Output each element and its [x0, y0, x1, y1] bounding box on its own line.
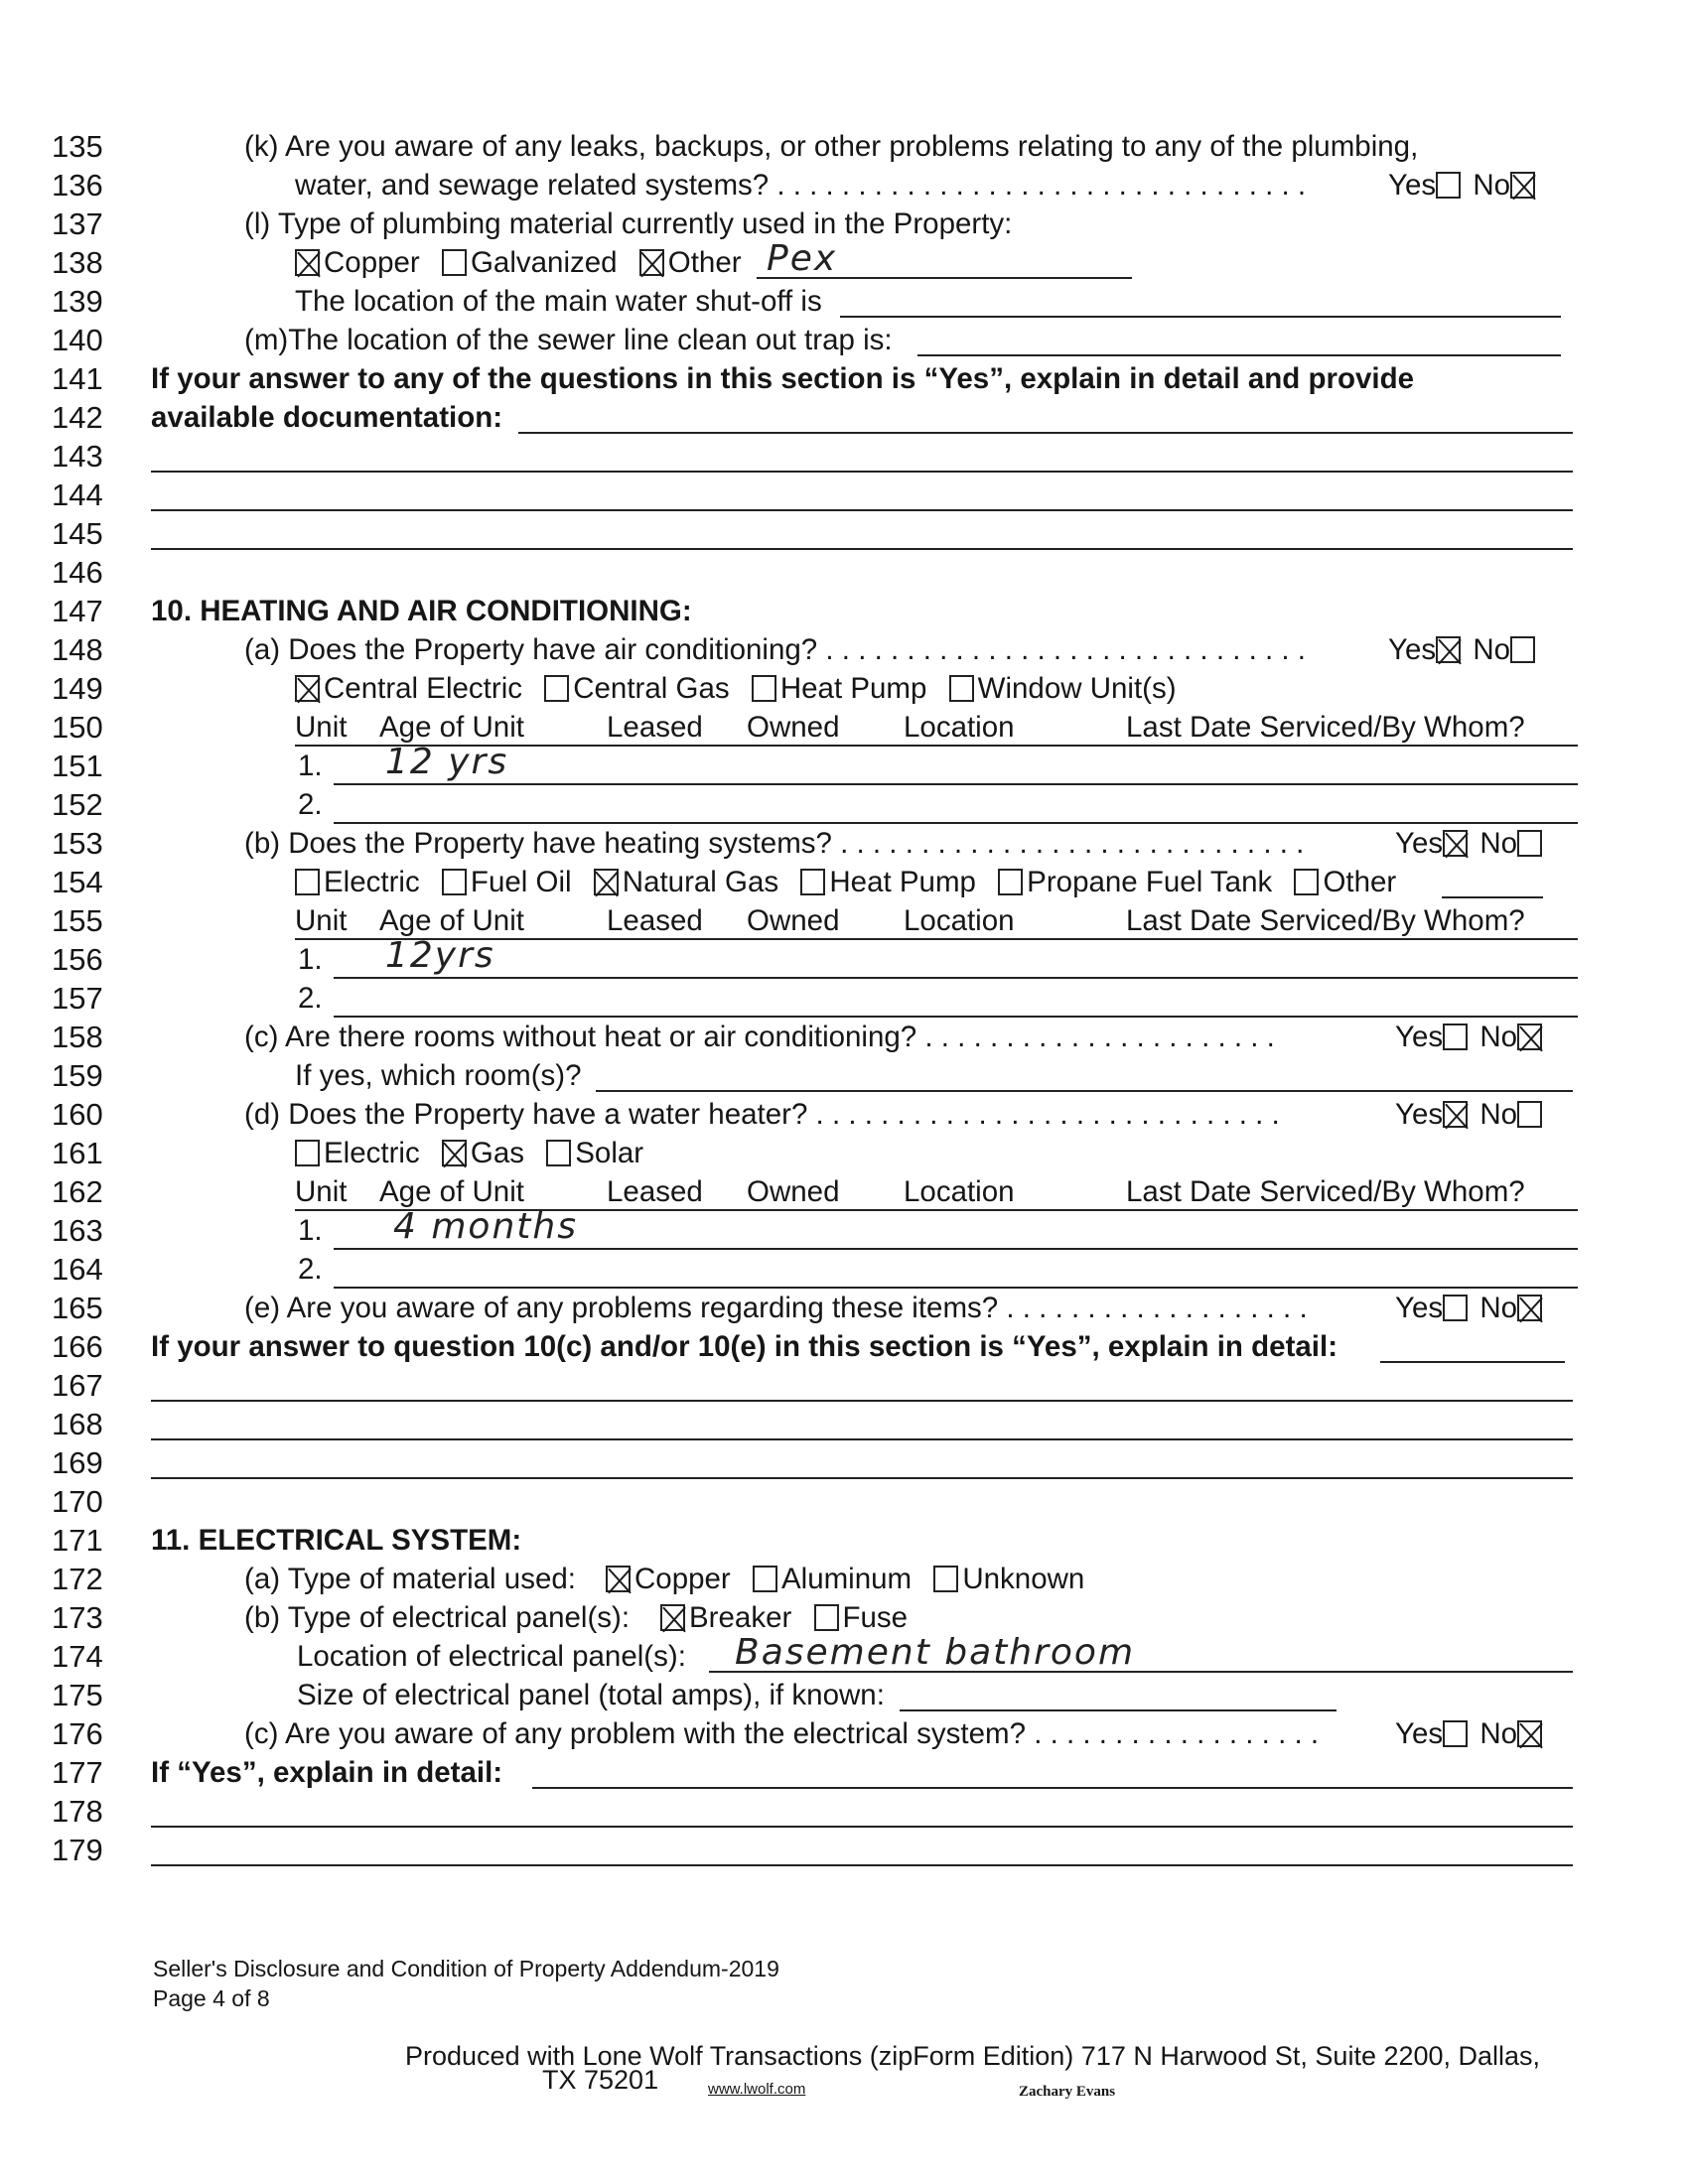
question-l: (l) Type of plumbing material currently used in the Property:: [244, 207, 1013, 240]
line-number: 149: [52, 671, 103, 706]
form-line: [0, 592, 1688, 630]
copper-label: Copper: [324, 246, 420, 279]
line-number: 153: [52, 826, 103, 861]
form-line: [0, 1289, 1688, 1327]
column-header-serviced: Last Date Serviced/By Whom?: [1126, 904, 1525, 937]
copper-checkbox[interactable]: [295, 249, 320, 276]
yes-no-group: [1388, 630, 1539, 669]
agent-name: Zachary Evans: [1019, 2084, 1116, 2100]
other-checkbox[interactable]: [1294, 869, 1319, 895]
form-line: [0, 630, 1688, 669]
form-line: [0, 979, 1688, 1018]
form-line: [0, 514, 1688, 553]
line-number: 157: [52, 981, 103, 1016]
no-checkbox[interactable]: [1517, 1720, 1542, 1747]
form-line: [0, 1792, 1688, 1831]
line-number: 136: [52, 168, 103, 203]
option-label: Breaker: [689, 1601, 792, 1634]
form-line: [0, 1831, 1688, 1869]
age-handwritten: 12 yrs: [385, 742, 509, 782]
column-header-location: Location: [904, 904, 1015, 937]
breaker-checkbox[interactable]: [660, 1604, 685, 1631]
line-number: 161: [52, 1136, 103, 1170]
option-label: Electric: [324, 866, 420, 898]
natural-gas-checkbox[interactable]: [594, 869, 619, 895]
no-checkbox[interactable]: [1510, 172, 1535, 199]
panel-size-label: Size of electrical panel (total amps), if known:: [297, 1679, 885, 1711]
form-line: [0, 1521, 1688, 1560]
row-number: 1.: [298, 750, 323, 782]
option-label: Aluminum: [780, 1563, 913, 1595]
no-label: No: [1479, 1098, 1518, 1131]
question-b-panel: (b) Type of electrical panel(s):: [244, 1601, 631, 1634]
line-number: 147: [52, 594, 103, 628]
line-number: 137: [52, 206, 103, 241]
column-header-location: Location: [904, 711, 1015, 744]
no-checkbox[interactable]: [1517, 1024, 1542, 1050]
yes-checkbox[interactable]: [1436, 636, 1461, 663]
line-number: 159: [52, 1058, 103, 1093]
aluminum-checkbox[interactable]: [753, 1566, 777, 1592]
option-label: Unknown: [962, 1563, 1085, 1595]
line-number: 172: [52, 1562, 103, 1596]
form-line: [0, 1250, 1688, 1289]
yes-no-group: [1395, 1289, 1546, 1327]
line-number: 176: [52, 1716, 103, 1751]
line-number: 151: [52, 749, 103, 783]
column-header-unit: Unit: [295, 904, 348, 937]
other-checkbox[interactable]: [639, 249, 664, 276]
explain-instruction: If your answer to question 10(c) and/or 10(e) in this section is “Yes”, explain in detail:: [151, 1330, 1338, 1363]
line-number: 156: [52, 942, 103, 977]
yes-label: Yes: [1388, 633, 1437, 666]
form-line: [0, 742, 1688, 785]
line-number: 144: [52, 478, 103, 512]
form-line: [0, 1366, 1688, 1405]
column-header-leased: Leased: [607, 1175, 703, 1208]
yes-label: Yes: [1395, 1292, 1444, 1324]
no-label: No: [1479, 1021, 1518, 1053]
option-label: Central Gas: [573, 672, 730, 705]
unknown-checkbox[interactable]: [933, 1566, 958, 1592]
form-title: Seller's Disclosure and Condition of Property Addendum-2019: [153, 1956, 779, 1981]
form-line: [0, 1632, 1688, 1676]
line-number: 169: [52, 1445, 103, 1480]
other-label: Other: [667, 246, 742, 279]
explain-field[interactable]: [151, 1477, 1573, 1479]
line-number: 152: [52, 787, 103, 822]
window-units-checkbox[interactable]: [949, 675, 974, 702]
heat-pump-checkbox[interactable]: [800, 869, 825, 895]
panel-location-handwritten: Basement bathroom: [735, 1632, 1136, 1673]
form-line: [0, 166, 1688, 205]
line-number: 166: [52, 1329, 103, 1364]
explain-field[interactable]: [151, 1826, 1573, 1828]
form-line: [0, 1206, 1688, 1250]
question-a-ac: (a) Does the Property have air conditioning? . . . . . . . . . . . . . . . . . . . . . . . . . . . . . .: [244, 633, 1306, 666]
fuel-oil-checkbox[interactable]: [442, 869, 467, 895]
yes-no-group: [1395, 1714, 1546, 1753]
age-handwritten: 12yrs: [385, 935, 495, 976]
question-m: (m)The location of the sewer line clean out trap is:: [244, 324, 893, 356]
form-line: [0, 238, 1688, 282]
line-number: 155: [52, 903, 103, 938]
form-line: [0, 1714, 1688, 1753]
galvanized-checkbox[interactable]: [442, 249, 467, 276]
form-line: [0, 282, 1688, 321]
line-number: 148: [52, 632, 103, 667]
no-label: No: [1479, 1717, 1518, 1750]
question-d-water-heater: (d) Does the Property have a water heater? . . . . . . . . . . . . . . . . . . . . . . . . . . . . .: [244, 1098, 1280, 1131]
column-header-age: Age of Unit: [379, 711, 524, 744]
line-number: 164: [52, 1252, 103, 1287]
line-number: 168: [52, 1407, 103, 1441]
no-label: No: [1479, 827, 1518, 860]
line-number: 174: [52, 1639, 103, 1674]
yes-no-group: [1388, 166, 1539, 205]
form-line: [0, 1018, 1688, 1056]
explain-field[interactable]: [151, 509, 1573, 511]
form-line: [0, 1753, 1688, 1792]
row-number: 1.: [298, 1214, 323, 1247]
no-label: No: [1473, 169, 1511, 202]
column-header-unit: Unit: [295, 711, 348, 744]
question-c-electrical: (c) Are you aware of any problem with the electrical system? . . . . . . . . . . . . . . . . . .: [244, 1717, 1320, 1750]
form-line: [0, 785, 1688, 824]
plumbing-options: [295, 243, 742, 282]
water-heater-options: [295, 1134, 643, 1172]
form-line: [0, 1172, 1688, 1211]
line-number: 158: [52, 1020, 103, 1054]
section-heading-heating: 10. HEATING AND AIR CONDITIONING:: [151, 595, 692, 627]
row-number: 2.: [298, 1253, 323, 1286]
yes-no-group: [1395, 1095, 1546, 1134]
line-number: 140: [52, 323, 103, 357]
form-line: [0, 1327, 1688, 1366]
option-label: Window Unit(s): [977, 672, 1177, 705]
explain-instruction: If “Yes”, explain in detail:: [151, 1756, 503, 1789]
electric-checkbox[interactable]: [295, 869, 320, 895]
form-line: [0, 1095, 1688, 1134]
line-number: 160: [52, 1097, 103, 1132]
form-line: [0, 553, 1688, 592]
yes-label: Yes: [1395, 827, 1444, 860]
fuse-checkbox[interactable]: [814, 1604, 839, 1631]
material-options: [606, 1560, 1084, 1598]
form-line: [0, 824, 1688, 863]
yes-no-group: [1395, 824, 1546, 863]
propane-checkbox[interactable]: [998, 869, 1023, 895]
form-line: [0, 1405, 1688, 1443]
column-header-owned: Owned: [747, 711, 840, 744]
line-number: 135: [52, 129, 103, 164]
heat-pump-checkbox[interactable]: [752, 675, 776, 702]
ac-type-options: [295, 669, 1177, 708]
line-number: 170: [52, 1484, 103, 1519]
column-header-owned: Owned: [747, 1175, 840, 1208]
copper-checkbox[interactable]: [606, 1566, 631, 1592]
question-a-material: (a) Type of material used:: [244, 1563, 576, 1595]
form-line: [0, 669, 1688, 708]
column-header-leased: Leased: [607, 904, 703, 937]
form-line: [0, 1482, 1688, 1521]
sewer-cleanout-field[interactable]: [917, 354, 1561, 356]
panel-location-field[interactable]: [709, 1671, 1573, 1673]
producer-line: Produced with Lone Wolf Transactions (zipForm Edition) 717 N Harwood St, Suite 2200, Dallas,: [405, 2041, 1541, 2071]
section-heading-electrical: 11. ELECTRICAL SYSTEM:: [151, 1524, 522, 1557]
electric-checkbox[interactable]: [295, 1140, 320, 1166]
yes-label: Yes: [1395, 1021, 1444, 1053]
galvanized-label: Galvanized: [470, 246, 618, 279]
explain-field[interactable]: [151, 1438, 1573, 1440]
panel-location-label: Location of electrical panel(s):: [297, 1640, 686, 1673]
line-number: 143: [52, 439, 103, 474]
row-number: 1.: [298, 943, 323, 976]
main-water-shutoff-label: The location of the main water shut-off is: [295, 285, 822, 318]
yes-checkbox[interactable]: [1443, 1101, 1468, 1128]
question-k: (k) Are you aware of any leaks, backups, or other problems relating to any of the plumbing,: [244, 130, 1419, 163]
line-number: 146: [52, 555, 103, 590]
option-label: Natural Gas: [622, 866, 779, 898]
main-water-shutoff-field[interactable]: [840, 316, 1561, 318]
form-line: [0, 1134, 1688, 1172]
yes-label: Yes: [1388, 169, 1437, 202]
yes-checkbox[interactable]: [1443, 1024, 1468, 1050]
line-number: 175: [52, 1678, 103, 1712]
option-label: Propane Fuel Tank: [1027, 866, 1273, 898]
line-number: 165: [52, 1291, 103, 1325]
age-handwritten: 4 months: [393, 1206, 578, 1247]
column-header-location: Location: [904, 1175, 1015, 1208]
row-number: 2.: [298, 788, 323, 821]
solar-checkbox[interactable]: [546, 1140, 571, 1166]
form-line: [0, 398, 1688, 437]
question-b-heating: (b) Does the Property have heating systems? . . . . . . . . . . . . . . . . . . . . . . . . . . . . .: [244, 827, 1305, 860]
column-header-leased: Leased: [607, 711, 703, 744]
no-checkbox[interactable]: [1517, 1101, 1542, 1128]
central-electric-checkbox[interactable]: [295, 675, 320, 702]
column-header-owned: Owned: [747, 904, 840, 937]
no-label: No: [1479, 1292, 1518, 1324]
column-header-serviced: Last Date Serviced/By Whom?: [1126, 711, 1525, 744]
explain-field[interactable]: [151, 1864, 1573, 1866]
yes-checkbox[interactable]: [1443, 1720, 1468, 1747]
option-label: Gas: [470, 1137, 525, 1169]
question-c-rooms: (c) Are there rooms without heat or air conditioning? . . . . . . . . . . . . . . . . . . . . . .: [244, 1021, 1275, 1053]
yes-checkbox[interactable]: [1436, 172, 1461, 199]
heating-type-options: [295, 863, 1396, 901]
option-label: Heat Pump: [779, 672, 927, 705]
column-header-age: Age of Unit: [379, 904, 524, 937]
option-label: Electric: [324, 1137, 420, 1169]
line-number: 167: [52, 1368, 103, 1403]
option-label: Solar: [575, 1137, 644, 1169]
no-checkbox[interactable]: [1517, 830, 1542, 857]
form-line: [0, 1443, 1688, 1482]
column-header-serviced: Last Date Serviced/By Whom?: [1126, 1175, 1525, 1208]
form-line: [0, 863, 1688, 901]
option-label: Fuse: [842, 1601, 909, 1634]
row-number: 2.: [298, 982, 323, 1015]
fill-line: [757, 277, 1132, 279]
form-line: [0, 1560, 1688, 1598]
website-link[interactable]: www.lwolf.com: [708, 2081, 806, 2098]
which-rooms-field[interactable]: [596, 1090, 1573, 1092]
which-rooms-label: If yes, which room(s)?: [295, 1059, 582, 1092]
line-number: 162: [52, 1174, 103, 1209]
line-number: 179: [52, 1833, 103, 1867]
question-k-cont: water, and sewage related systems? . . . . . . . . . . . . . . . . . . . . . . . . . . . . . . . . .: [295, 169, 1307, 202]
column-header-unit: Unit: [295, 1175, 348, 1208]
line-number: 138: [52, 245, 103, 280]
form-line: [0, 935, 1688, 979]
question-e-problems: (e) Are you aware of any problems regarding these items? . . . . . . . . . . . . . . . . . . .: [244, 1292, 1308, 1324]
line-number: 163: [52, 1213, 103, 1248]
explain-field[interactable]: [151, 1400, 1573, 1402]
no-checkbox[interactable]: [1510, 636, 1535, 663]
line-number: 139: [52, 284, 103, 319]
documentation-label: available documentation:: [151, 401, 503, 434]
explain-field[interactable]: [1380, 1361, 1565, 1363]
page-number: Page 4 of 8: [153, 1985, 270, 2011]
form-line: [0, 1056, 1688, 1095]
line-number: 150: [52, 710, 103, 745]
line-number: 178: [52, 1794, 103, 1829]
option-label: Fuel Oil: [470, 866, 572, 898]
form-line: [0, 901, 1688, 940]
explain-instruction: If your answer to any of the questions in this section is “Yes”, explain in detail and provide: [151, 362, 1415, 395]
line-number: 171: [52, 1523, 103, 1558]
yes-label: Yes: [1395, 1098, 1444, 1131]
explain-field[interactable]: [532, 1787, 1573, 1789]
form-line: [0, 359, 1688, 398]
explain-field[interactable]: [518, 432, 1573, 434]
form-line: [0, 437, 1688, 476]
yes-no-group: [1395, 1018, 1546, 1056]
line-number: 173: [52, 1600, 103, 1635]
form-line: [0, 127, 1688, 166]
form-line: [0, 708, 1688, 747]
form-line: [0, 321, 1688, 359]
panel-size-field[interactable]: [900, 1709, 1336, 1711]
option-label: Heat Pump: [829, 866, 976, 898]
form-line: [0, 476, 1688, 514]
option-label: Copper: [634, 1563, 731, 1595]
line-number: 177: [52, 1755, 103, 1790]
option-label: Central Electric: [324, 672, 523, 705]
column-header-age: Age of Unit: [379, 1175, 524, 1208]
line-number: 141: [52, 361, 103, 396]
line-number: 142: [52, 400, 103, 435]
line-number: 154: [52, 865, 103, 899]
yes-checkbox[interactable]: [1443, 1295, 1468, 1321]
line-number: 145: [52, 516, 103, 551]
other-field[interactable]: [1442, 896, 1543, 898]
no-label: No: [1473, 633, 1511, 666]
yes-label: Yes: [1395, 1717, 1444, 1750]
form-line: [0, 205, 1688, 243]
option-label: Other: [1323, 866, 1397, 898]
no-checkbox[interactable]: [1517, 1295, 1542, 1321]
explain-field[interactable]: [151, 471, 1573, 473]
explain-field[interactable]: [151, 548, 1573, 550]
producer-address: TX 75201: [542, 2065, 659, 2095]
yes-checkbox[interactable]: [1443, 830, 1468, 857]
other-value-handwritten: Pex: [767, 238, 838, 279]
gas-checkbox[interactable]: [442, 1140, 467, 1166]
form-line: [0, 1676, 1688, 1714]
central-gas-checkbox[interactable]: [544, 675, 569, 702]
